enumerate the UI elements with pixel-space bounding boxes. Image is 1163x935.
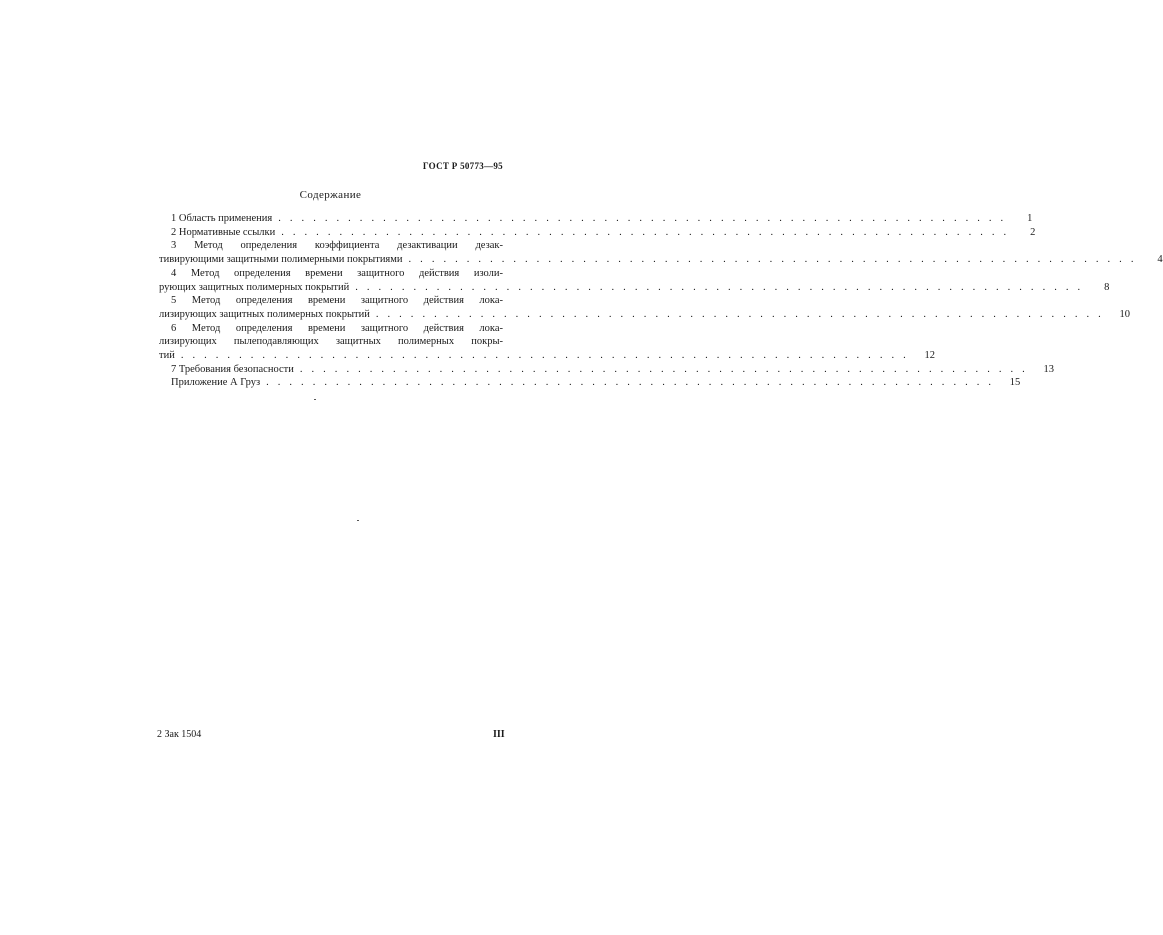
toc-entry-text: лизирующих защитных полимерных покрытий (159, 308, 370, 320)
toc-entry (157, 322, 503, 336)
toc-entry-text: 5 Метод определения времени защитного действия лока- (171, 295, 503, 307)
toc-page-number: 13 (1043, 363, 1054, 375)
dot-leader (260, 376, 998, 390)
toc-entry (157, 294, 503, 308)
toc-page-number: 10 (1119, 308, 1130, 320)
toc-page-number: 15 (1009, 377, 1021, 389)
toc-page-number: 2 (1030, 226, 1036, 238)
toc-page-number: 8 (1104, 281, 1110, 293)
toc-entry (157, 376, 1021, 390)
toc-entry-continuation (157, 281, 1110, 295)
toc-entry-text: 7 Требования безопасности (171, 363, 294, 375)
toc-entry-continuation (157, 308, 1130, 322)
toc-entry (157, 239, 503, 253)
toc-entry-text: 3 Метод определения коэффициента дезактивации дезак- (171, 240, 503, 252)
dot-leader (294, 363, 1032, 377)
toc-entry (157, 267, 503, 281)
toc-entry-continuation (157, 253, 1163, 267)
toc-entry-text: 2 Нормативные ссылки (171, 226, 276, 238)
print-speck (357, 520, 359, 521)
toc-entry-continuation (157, 335, 503, 349)
toc-entry-continuation (157, 349, 935, 363)
toc-entry-text: Приложение А Груз (171, 377, 261, 389)
toc-entry-text: 6 Метод определения времени защитного действия лока- (171, 322, 503, 334)
dot-leader (272, 212, 1010, 226)
page-number: III (493, 729, 505, 740)
dot-leader (403, 253, 1141, 267)
toc-entry (157, 212, 1033, 226)
toc-entry-text: 1 Область применения (171, 213, 273, 224)
dot-leader (349, 281, 1087, 295)
toc-entry-text: рующих защитных полимерных покрытий (159, 281, 350, 293)
document-code: ГОСТ Р 50773—95 (422, 161, 503, 171)
toc-title: Содержание (299, 189, 362, 201)
toc-entry (157, 363, 1054, 377)
toc-page-number: 1 (1027, 213, 1033, 224)
toc-entry-text: 4 Метод определения времени защитного действия изоли- (171, 267, 503, 279)
table-of-contents (157, 212, 1163, 390)
toc-page-number: 12 (924, 350, 935, 362)
print-order-number: 2 Зак 1504 (157, 729, 202, 740)
dot-leader (275, 226, 1013, 240)
print-speck (314, 399, 316, 400)
toc-entry-text: тий (159, 350, 175, 362)
toc-entry-text: лизирующих пылеподавляющих защитных полимерных покры- (159, 336, 503, 348)
dot-leader (175, 349, 913, 363)
toc-entry (157, 226, 1036, 240)
toc-entry-text: тивирующими защитными полимерными покрытиями (159, 254, 403, 266)
dot-leader (370, 308, 1108, 322)
toc-page-number: 4 (1157, 254, 1163, 266)
